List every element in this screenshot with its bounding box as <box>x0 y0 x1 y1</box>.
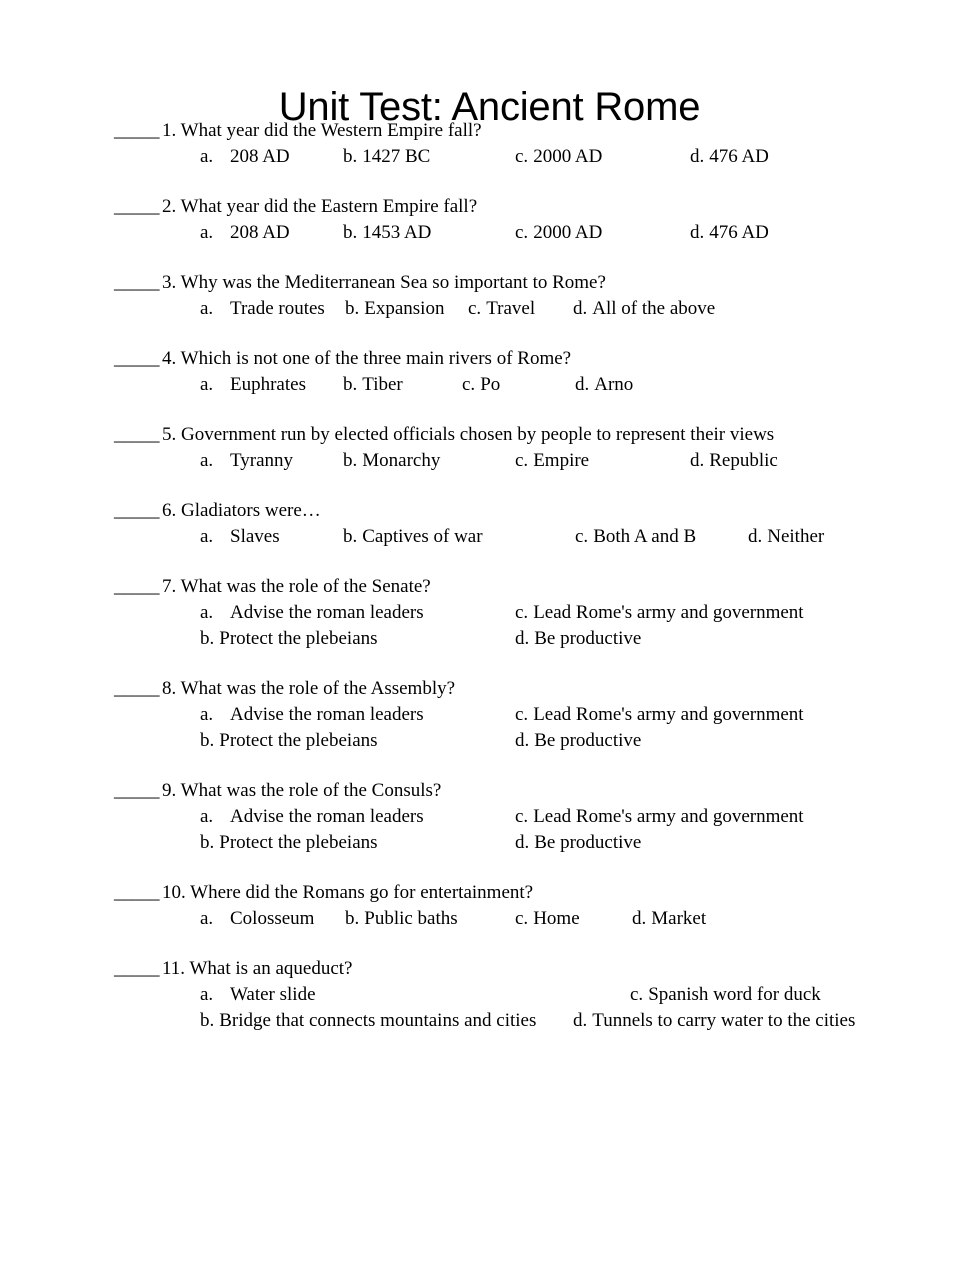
question-block <box>0 194 979 246</box>
answer-option[interactable] <box>200 524 280 550</box>
answer-option-letter: b. <box>343 526 358 547</box>
question-block <box>0 422 979 474</box>
answer-option-text: Protect the plebeians <box>219 628 378 649</box>
answer-option-letter: b. <box>200 1010 215 1031</box>
answer-option[interactable] <box>690 448 778 474</box>
page-title: Unit Test: Ancient Rome <box>278 84 701 129</box>
answer-option-letter: a. <box>200 146 214 167</box>
answer-option-text: 2000 AD <box>533 222 603 243</box>
question-text: 9. What was the role of the Consuls? <box>162 780 442 801</box>
answer-option-letter: a. <box>200 908 214 929</box>
answer-option[interactable] <box>200 702 424 728</box>
answer-option[interactable] <box>575 524 696 550</box>
answer-option-text: 208 AD <box>230 222 290 243</box>
answer-option-letter: d. <box>690 146 705 167</box>
answer-option-text: Tunnels to carry water to the cities <box>592 1010 856 1031</box>
answer-option-text: Po <box>480 374 501 395</box>
answer-option[interactable] <box>515 728 641 754</box>
answer-option[interactable] <box>343 372 403 398</box>
question-text: 4. Which is not one of the three main rivers of Rome? <box>162 348 572 369</box>
answer-option[interactable] <box>573 296 715 322</box>
answer-option[interactable] <box>200 220 290 246</box>
answer-option-letter: b. <box>345 298 360 319</box>
answer-option-letter: a. <box>200 984 214 1005</box>
answer-option-text: Expansion <box>364 298 445 319</box>
answer-option-text: 1427 BC <box>362 146 431 167</box>
question-text: 7. What was the role of the Senate? <box>162 576 431 597</box>
answer-option-text: Advise the roman leaders <box>230 806 424 827</box>
answer-option-letter: b. <box>345 908 360 929</box>
answer-option-letter: a. <box>200 298 214 319</box>
answer-row <box>0 728 979 754</box>
answer-option[interactable] <box>690 144 769 170</box>
answer-option-letter: d. <box>690 222 705 243</box>
answer-option-text: Colosseum <box>230 908 315 929</box>
answer-blank[interactable]: _____ <box>114 500 159 521</box>
answer-row <box>0 220 979 246</box>
answer-option-letter: a. <box>200 450 214 471</box>
answer-option-text: Bridge that connects mountains and cities <box>219 1010 537 1031</box>
answer-option-letter: d. <box>515 730 530 751</box>
answer-option-letter: d. <box>690 450 705 471</box>
answer-option-text: Public baths <box>364 908 458 929</box>
question-text: 10. Where did the Romans go for entertainment? <box>162 882 534 903</box>
answer-option-letter: c. <box>515 806 529 827</box>
answer-option[interactable] <box>575 372 633 398</box>
question-block <box>0 498 979 550</box>
answer-option-letter: c. <box>515 908 529 929</box>
answer-row <box>0 144 979 170</box>
answer-option-text: Be productive <box>534 730 642 751</box>
question-block <box>0 574 979 652</box>
answer-option-text: Captives of war <box>362 526 483 547</box>
answer-option-letter: a. <box>200 526 214 547</box>
answer-option-text: Be productive <box>534 628 642 649</box>
answer-blank[interactable]: _____ <box>114 780 159 801</box>
answer-option-letter: c. <box>515 146 529 167</box>
question-stem <box>0 346 979 372</box>
answer-option[interactable] <box>515 830 641 856</box>
answer-option-text: Be productive <box>534 832 642 853</box>
answer-option-text: Trade routes <box>230 298 325 319</box>
answer-option[interactable] <box>630 982 821 1008</box>
answer-row <box>0 448 979 474</box>
question-text: 8. What was the role of the Assembly? <box>162 678 456 699</box>
answer-option-letter: a. <box>200 806 214 827</box>
answer-option[interactable] <box>515 804 804 830</box>
answer-blank[interactable]: _____ <box>114 424 159 445</box>
answer-option-text: Republic <box>709 450 778 471</box>
answer-row <box>0 804 979 830</box>
answer-option-text: Lead Rome's army and government <box>533 602 804 623</box>
answer-option-text: 476 AD <box>709 146 769 167</box>
answer-option-letter: d. <box>573 1010 588 1031</box>
answer-option-letter: c. <box>515 450 529 471</box>
question-text: 5. Government run by elected officials chosen by people to represent their views <box>162 424 775 445</box>
answer-option-letter: d. <box>515 628 530 649</box>
answer-option-text: Neither <box>767 526 825 547</box>
answer-row <box>0 600 979 626</box>
answer-option-letter: d. <box>575 374 590 395</box>
answer-row <box>0 906 979 932</box>
answer-blank[interactable]: _____ <box>114 678 159 699</box>
answer-option[interactable] <box>200 982 316 1008</box>
answer-option-text: All of the above <box>592 298 716 319</box>
answer-option-letter: d. <box>632 908 647 929</box>
answer-option[interactable] <box>632 906 706 932</box>
answer-option-text: Travel <box>486 298 536 319</box>
answer-blank[interactable]: _____ <box>114 348 159 369</box>
answer-option-text: Euphrates <box>230 374 306 395</box>
answer-blank[interactable]: _____ <box>114 882 159 903</box>
answer-option-letter: b. <box>200 628 215 649</box>
answer-option[interactable] <box>200 372 306 398</box>
answer-option[interactable] <box>515 600 804 626</box>
answer-row <box>0 982 979 1008</box>
answer-option-text: Advise the roman leaders <box>230 602 424 623</box>
answer-option[interactable] <box>345 296 444 322</box>
answer-option-text: Slaves <box>230 526 280 547</box>
answer-option[interactable] <box>462 372 500 398</box>
answer-option[interactable] <box>200 830 378 856</box>
answer-option-letter: a. <box>200 602 214 623</box>
answer-option-letter: d. <box>573 298 588 319</box>
answer-option[interactable] <box>515 702 804 728</box>
answer-option[interactable] <box>748 524 824 550</box>
answer-blank[interactable]: _____ <box>114 272 159 293</box>
answer-option-text: Monarchy <box>362 450 441 471</box>
answer-row <box>0 524 979 550</box>
answer-option-letter: b. <box>343 222 358 243</box>
question-text: 3. Why was the Mediterranean Sea so important to Rome? <box>162 272 606 293</box>
answer-option-letter: d. <box>748 526 763 547</box>
answer-option[interactable] <box>200 448 293 474</box>
question-block <box>0 346 979 398</box>
answer-option[interactable] <box>200 296 325 322</box>
answer-option[interactable] <box>573 1008 855 1034</box>
answer-option-letter: b. <box>343 450 358 471</box>
answer-option[interactable] <box>690 220 769 246</box>
question-stem <box>0 574 979 600</box>
answer-option-text: 1453 AD <box>362 222 432 243</box>
answer-option[interactable] <box>200 906 314 932</box>
answer-row <box>0 626 979 652</box>
question-text: 2. What year did the Eastern Empire fall? <box>162 196 478 217</box>
answer-option-text: Both A and B <box>593 526 697 547</box>
answer-option-text: Arno <box>594 374 634 395</box>
question-block <box>0 676 979 754</box>
question-stem <box>0 498 979 524</box>
answer-blank[interactable]: _____ <box>114 120 159 141</box>
question-stem <box>0 676 979 702</box>
answer-option-letter: b. <box>200 832 215 853</box>
answer-option-letter: c. <box>462 374 476 395</box>
answer-option-text: Market <box>651 908 707 929</box>
answer-option-letter: a. <box>200 374 214 395</box>
answer-option[interactable] <box>515 448 589 474</box>
answer-option[interactable] <box>515 906 580 932</box>
answer-option-text: 208 AD <box>230 146 290 167</box>
question-block <box>0 956 979 1034</box>
answer-option[interactable] <box>200 144 290 170</box>
answer-row <box>0 830 979 856</box>
question-stem <box>0 956 979 982</box>
answer-option-text: Protect the plebeians <box>219 730 378 751</box>
question-stem <box>0 270 979 296</box>
answer-option[interactable] <box>515 626 641 652</box>
question-list <box>0 118 979 1058</box>
answer-option-letter: c. <box>515 222 529 243</box>
question-block <box>0 118 979 170</box>
answer-option[interactable] <box>200 804 424 830</box>
answer-option-text: Protect the plebeians <box>219 832 378 853</box>
answer-option-text: Home <box>533 908 580 929</box>
answer-option-text: 2000 AD <box>533 146 603 167</box>
answer-option[interactable] <box>515 144 602 170</box>
question-block <box>0 880 979 932</box>
answer-row <box>0 702 979 728</box>
answer-option-letter: b. <box>343 374 358 395</box>
answer-row <box>0 372 979 398</box>
answer-option[interactable] <box>343 524 483 550</box>
answer-option-text: Spanish word for duck <box>648 984 821 1005</box>
question-block <box>0 270 979 322</box>
answer-blank[interactable]: _____ <box>114 196 159 217</box>
answer-option-text: Lead Rome's army and government <box>533 704 804 725</box>
answer-option-text: Tiber <box>362 374 403 395</box>
answer-option[interactable] <box>343 220 431 246</box>
answer-blank[interactable]: _____ <box>114 958 159 979</box>
answer-row <box>0 296 979 322</box>
answer-option-letter: a. <box>200 704 214 725</box>
answer-option[interactable] <box>200 1008 536 1034</box>
question-stem <box>0 880 979 906</box>
answer-option-text: 476 AD <box>709 222 769 243</box>
question-text: 6. Gladiators were… <box>162 500 321 521</box>
answer-option[interactable] <box>343 144 430 170</box>
answer-option-letter: c. <box>630 984 644 1005</box>
answer-option-letter: c. <box>468 298 482 319</box>
answer-option[interactable] <box>468 296 535 322</box>
answer-option[interactable] <box>200 626 378 652</box>
answer-option[interactable] <box>200 600 424 626</box>
answer-option-letter: b. <box>200 730 215 751</box>
answer-blank[interactable]: _____ <box>114 576 159 597</box>
question-block <box>0 778 979 856</box>
answer-option-text: Tyranny <box>230 450 294 471</box>
answer-option-text: Advise the roman leaders <box>230 704 424 725</box>
answer-option-text: Water slide <box>230 984 316 1005</box>
answer-option[interactable] <box>200 728 378 754</box>
answer-option-letter: b. <box>343 146 358 167</box>
answer-option-text: Lead Rome's army and government <box>533 806 804 827</box>
answer-row <box>0 1008 979 1034</box>
answer-option-letter: a. <box>200 222 214 243</box>
answer-option[interactable] <box>345 906 458 932</box>
answer-option[interactable] <box>343 448 440 474</box>
answer-option[interactable] <box>515 220 602 246</box>
question-text: 11. What is an aqueduct? <box>162 958 353 979</box>
answer-option-letter: c. <box>515 704 529 725</box>
question-stem <box>0 118 979 144</box>
answer-option-letter: d. <box>515 832 530 853</box>
question-stem <box>0 422 979 448</box>
question-stem <box>0 194 979 220</box>
question-text: 1. What year did the Western Empire fall? <box>162 120 482 141</box>
question-stem <box>0 778 979 804</box>
answer-option-letter: c. <box>515 602 529 623</box>
answer-option-letter: c. <box>575 526 589 547</box>
answer-option-text: Empire <box>533 450 590 471</box>
